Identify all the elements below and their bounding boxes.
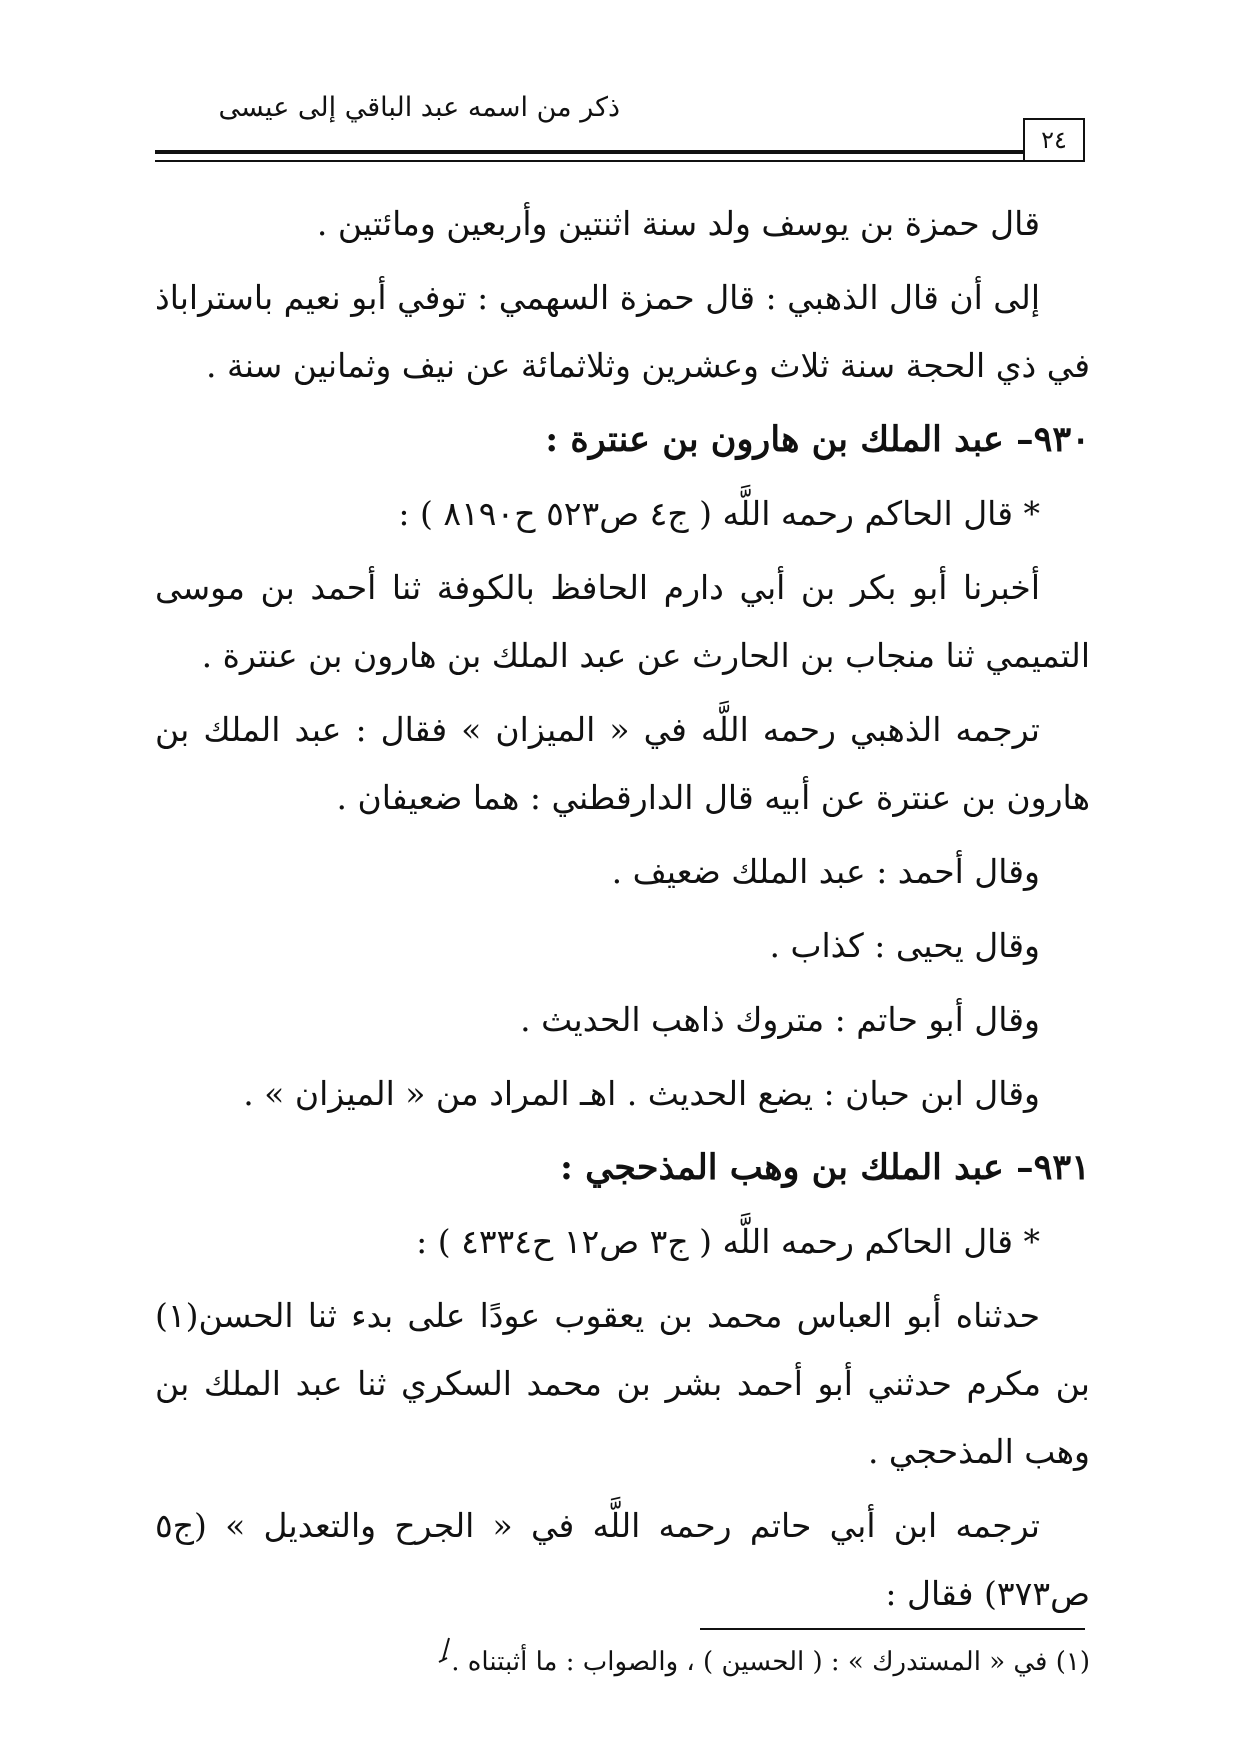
main-text <box>155 190 1090 1634</box>
text-line: وقال يحيى : كذاب . <box>769 926 1040 965</box>
text-line: وقال أحمد : عبد الملك ضعيف . <box>611 852 1040 891</box>
paragraph: إلى أن قال الذهبي : قال حمزة السهمي : توفي أبو نعيم باستراباذ في ذي الحجة سنة ثلاث وعشرين وثلاثمائة عن نيف وثمانين سنة . <box>155 278 1090 385</box>
source-citation: * قال الحاكم رحمه اللَّه ( ج٣ ص١٢ ح٤٣٣٤ ) : <box>416 1222 1040 1261</box>
footnote-divider <box>700 1628 1085 1630</box>
paragraph: ترجمه الذهبي رحمه اللَّه في « الميزان » فقال : عبد الملك بن هارون بن عنترة عن أبيه قال الدارقطني : هما ضعيفان . <box>155 710 1090 817</box>
text-line: قال حمزة بن يوسف ولد سنة اثنتين وأربعين ومائتين . <box>316 204 1040 243</box>
paragraph: ترجمه ابن أبي حاتم رحمه اللَّه في « الجرح والتعديل » (ج٥ ص٣٧٣) فقال : <box>155 1506 1090 1613</box>
footnote: (١) في « المستدرك » : ( الحسين ) ، والصواب : ما أثبتناه . <box>451 1647 1090 1677</box>
pen-mark <box>435 1636 455 1670</box>
text-line: وقال أبو حاتم : متروك ذاهب الحديث . <box>520 1000 1040 1039</box>
running-header-title: ذكر من اسمه عبد الباقي إلى عيسى <box>218 92 620 123</box>
text-line: وقال ابن حبان : يضع الحديث . اهـ المراد من « الميزان » . <box>243 1074 1040 1113</box>
source-citation: * قال الحاكم رحمه اللَّه ( ج٤ ص٥٢٣ ح٨١٩٠ ) : <box>398 494 1040 533</box>
paragraph: حدثناه أبو العباس محمد بن يعقوب عودًا على بدء ثنا الحسن(١) بن مكرم حدثني أبو أحمد بشر بن محمد السكري ثنا عبد الملك بن وهب المذحجي . <box>155 1296 1090 1471</box>
paragraph: أخبرنا أبو بكر بن أبي دارم الحافظ بالكوفة ثنا أحمد بن موسى التميمي ثنا منجاب بن الحارث عن عبد الملك بن هارون بن عنترة . <box>155 568 1090 675</box>
entry-heading-930: ٩٣٠– عبد الملك بن هارون بن عنترة : <box>545 419 1090 460</box>
header-rule-thin <box>155 160 1025 162</box>
entry-heading-931: ٩٣١– عبد الملك بن وهب المذحجي : <box>560 1147 1090 1188</box>
header-rule-thick <box>155 150 1025 154</box>
page-number: ٢٤ <box>1023 118 1085 162</box>
